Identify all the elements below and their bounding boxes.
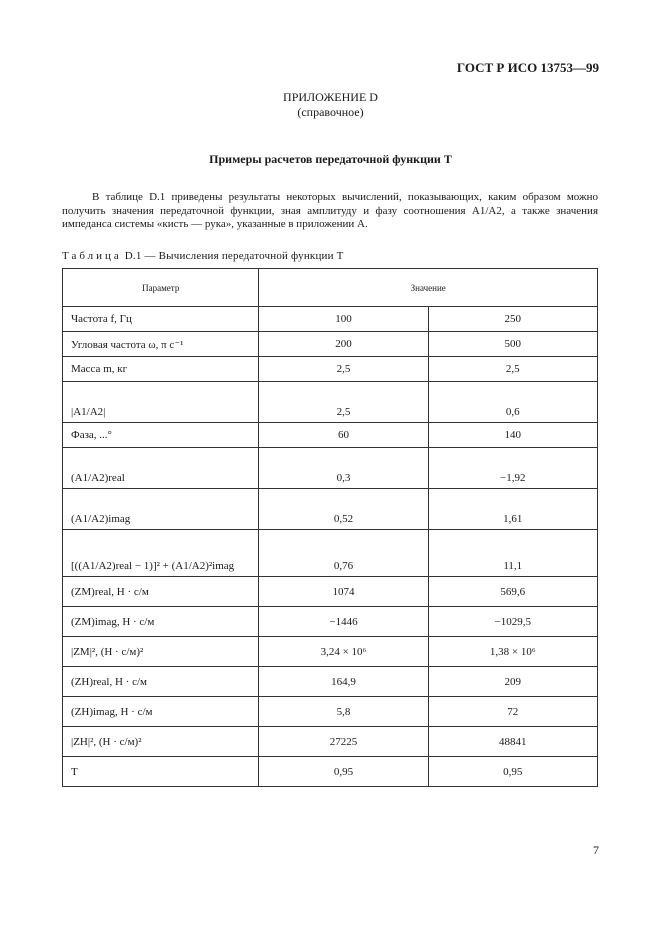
row-value-2: 2,5 — [428, 357, 597, 382]
row-value-2: 0,95 — [428, 757, 597, 787]
row-param: Угловая частота ω, π с⁻¹ — [63, 332, 259, 357]
row-value-2: 0,6 — [428, 382, 597, 423]
page-number: 7 — [593, 843, 599, 857]
row-param: |A1/A2| — [63, 382, 259, 423]
table-caption — [62, 250, 344, 262]
row-value-2: 48841 — [428, 727, 597, 757]
row-param: (A1/A2)imag — [63, 489, 259, 530]
transfer-function-table — [62, 268, 598, 787]
row-value-2: 569,6 — [428, 577, 597, 607]
table-row — [63, 423, 598, 448]
table-row — [63, 667, 598, 697]
row-param: T — [63, 757, 259, 787]
table-row — [63, 530, 598, 577]
row-param: Частота f, Гц — [63, 307, 259, 332]
table-row — [63, 607, 598, 637]
row-param: (ZH)real, Н · с/м — [63, 667, 259, 697]
row-value-1: 2,5 — [259, 357, 428, 382]
row-value-1: 27225 — [259, 727, 428, 757]
row-param: Фаза, ...° — [63, 423, 259, 448]
row-param: (ZH)imag, Н · с/м — [63, 697, 259, 727]
row-param: (ZM)real, Н · с/м — [63, 577, 259, 607]
row-value-1: 200 — [259, 332, 428, 357]
row-value-1: −1446 — [259, 607, 428, 637]
row-value-1: 0,3 — [259, 448, 428, 489]
table-row — [63, 577, 598, 607]
row-param: (ZM)imag, Н · с/м — [63, 607, 259, 637]
row-param: Масса m, кг — [63, 357, 259, 382]
table-row — [63, 637, 598, 667]
table-caption-text: D.1 — Вычисления передаточной функции T — [124, 250, 344, 262]
row-value-1: 3,24 × 10⁶ — [259, 637, 428, 667]
row-value-1: 5,8 — [259, 697, 428, 727]
row-value-1: 164,9 — [259, 667, 428, 697]
row-value-1: 60 — [259, 423, 428, 448]
table-row — [63, 489, 598, 530]
row-value-2: 250 — [428, 307, 597, 332]
annex-subtitle: (справочное) — [297, 105, 364, 119]
row-param: [((A1/A2)real − 1)]² + (A1/A2)²imag — [63, 530, 259, 577]
row-param: |ZH|², (Н · с/м)² — [63, 727, 259, 757]
row-value-1: 100 — [259, 307, 428, 332]
table-row — [63, 357, 598, 382]
section-heading: Примеры расчетов передаточной функции T — [209, 152, 452, 166]
row-value-2: 209 — [428, 667, 597, 697]
table-row — [63, 332, 598, 357]
row-value-2: 140 — [428, 423, 597, 448]
row-value-2: 72 — [428, 697, 597, 727]
row-value-2: −1,92 — [428, 448, 597, 489]
row-value-1: 0,95 — [259, 757, 428, 787]
table-row — [63, 382, 598, 423]
row-value-1: 2,5 — [259, 382, 428, 423]
row-value-2: 11,1 — [428, 530, 597, 577]
table-header-row — [63, 269, 598, 307]
annex-block — [0, 90, 661, 120]
intro-paragraph: В таблице D.1 приведены результаты некоторых вычислений, показывающих, каким образом можно получить значения передаточной функции, зная амплитуду и фазу соотношения A1/A2, а также значения импеданса системы «кисть — рука», указанные в приложении А. — [62, 191, 598, 230]
table-row — [63, 727, 598, 757]
row-value-1: 0,76 — [259, 530, 428, 577]
annex-title: ПРИЛОЖЕНИЕ D — [283, 90, 378, 104]
row-param: (A1/A2)real — [63, 448, 259, 489]
row-param: |ZM|², (Н · с/м)² — [63, 637, 259, 667]
standard-number: ГОСТ Р ИСО 13753—99 — [456, 60, 599, 75]
table-caption-prefix: Таблица — [62, 250, 122, 262]
row-value-2: −1029,5 — [428, 607, 597, 637]
header-value: Значение — [259, 269, 598, 307]
header-param: Параметр — [63, 269, 259, 307]
row-value-1: 1074 — [259, 577, 428, 607]
table-row — [63, 697, 598, 727]
row-value-2: 500 — [428, 332, 597, 357]
row-value-2: 1,38 × 10⁶ — [428, 637, 597, 667]
table-row — [63, 448, 598, 489]
table-row — [63, 307, 598, 332]
row-value-2: 1,61 — [428, 489, 597, 530]
table-row — [63, 757, 598, 787]
row-value-1: 0,52 — [259, 489, 428, 530]
